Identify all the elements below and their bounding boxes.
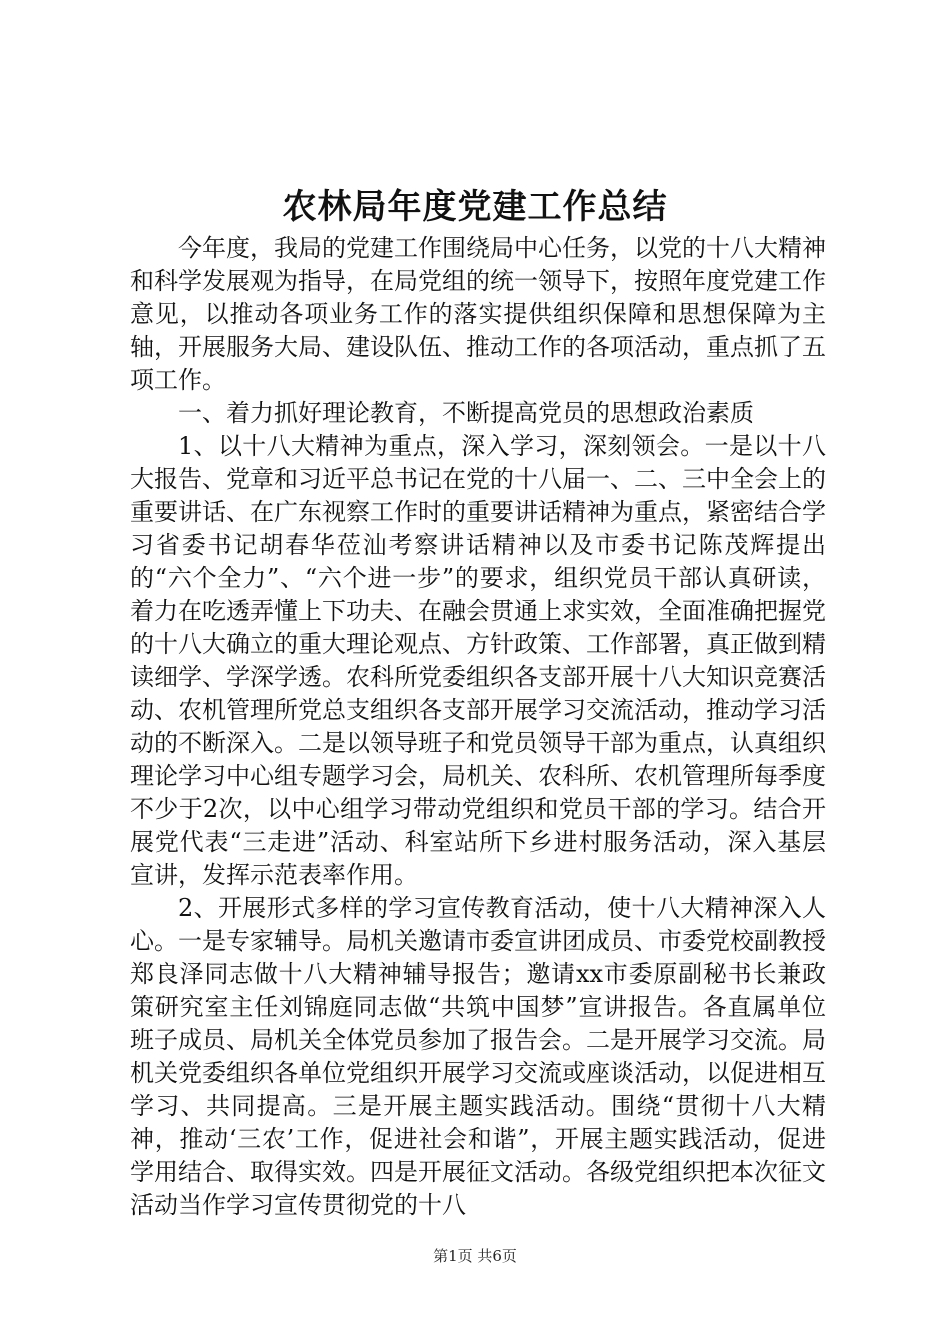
- paragraph-intro: 今年度，我局的党建工作围绕局中心任务，以党的十八大精神和科学发展观为指导，在局党组的统一领导下，按照年度党建工作意见，以推动各项业务工作的落实提供组织保障和思想保障为主轴，开展服务大局、建设队伍、推动工作的各项活动，重点抓了五项工作。: [130, 234, 826, 394]
- document-title: 农林局年度党建工作总结: [282, 187, 668, 227]
- document-body: [130, 232, 826, 1222]
- paragraph-item-2: 2、开展形式多样的学习宣传教育活动，使十八大精神深入人心。一是专家辅导。局机关邀请市委宣讲团成员、市委党校副教授郑良泽同志做十八大精神辅导报告；邀请xx市委原副秘书长兼政策研究室主任刘锦庭同志做“共筑中国梦”宣讲报告。各直属单位班子成员、局机关全体党员参加了报告会。二是开展学习交流。局机关党委组织各单位党组织开展学习交流或座谈活动，以促进相互学习、共同提高。三是开展主题实践活动。围绕“贯彻十八大精神，推动‘三农’工作，促进社会和谐”，开展主题实践活动，促进学用结合、取得实效。四是开展征文活动。各级党组织把本次征文活动当作学习宣传贯彻党的十八: [130, 894, 826, 1219]
- paragraph-item-1: 1、以十八大精神为重点，深入学习，深刻领会。一是以十八大报告、党章和习近平总书记在党的十八届一、二、三中全会上的重要讲话、在广东视察工作时的重要讲话精神为重点，紧密结合学习省委书记胡春华莅汕考察讲话精神以及市委书记陈茂辉提出的“六个全力”、“六个进一步”的要求，组织党员干部认真研读，着力在吃透弄懂上下功夫、在融会贯通上求实效，全面准确把握党的十八大确立的重大理论观点、方针政策、工作部署，真正做到精读细学、学深学透。农科所党委组织各支部开展十八大知识竞赛活动、农机管理所党总支组织各支部开展学习交流活动，推动学习活动的不断深入。二是以领导班子和党员领导干部为重点，认真组织理论学习中心组专题学习会，局机关、农科所、农机管理所每季度不少于2次，以中心组学习带动党组织和党员干部的学习。结合开展党代表“三走进”活动、科室站所下乡进村服务活动，深入基层宣讲，发挥示范表率作用。: [130, 432, 826, 889]
- section-heading-1: 一、着力抓好理论教育，不断提高党员的思想政治素质: [178, 399, 754, 427]
- page-footer: 第1页 共6页: [433, 1247, 517, 1265]
